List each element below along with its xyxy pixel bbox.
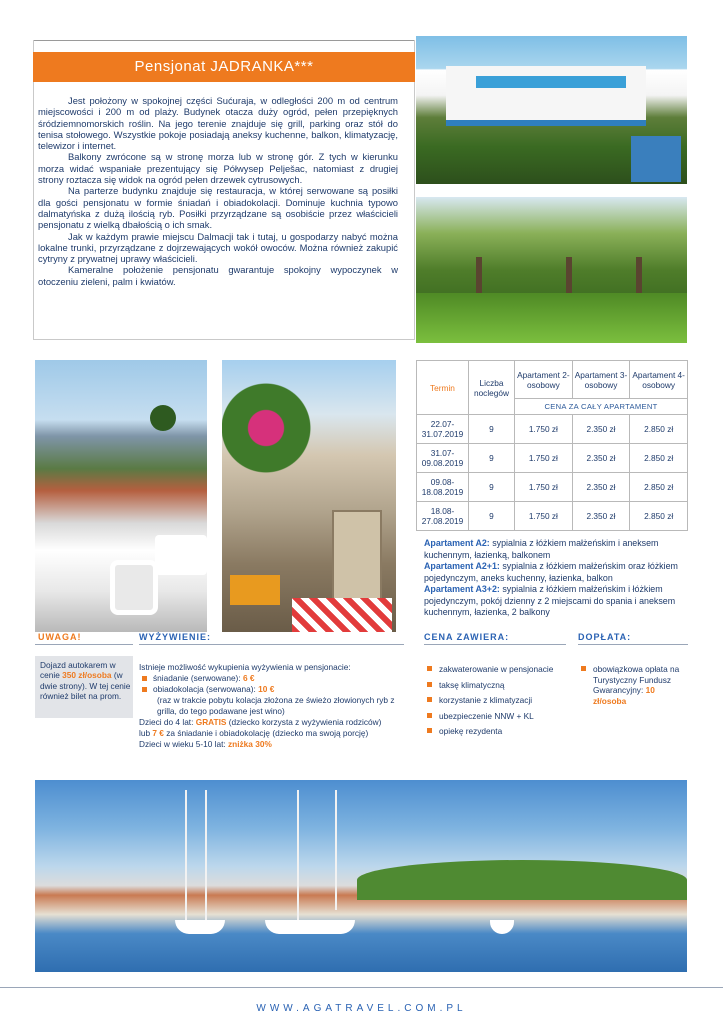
footer-url[interactable]: WWW.AGATRAVEL.COM.PL: [256, 1003, 467, 1014]
cena-zawiera-heading: CENA ZAWIERA:: [424, 632, 510, 642]
col-header-apt2: Apartament 2-osobowy: [515, 361, 573, 399]
cell-price: 1.750 zł: [515, 444, 573, 473]
kids-price: GRATIS: [195, 717, 227, 727]
price-note: CENA ZA CAŁY APARTAMENT: [515, 399, 688, 415]
intro-paragraph: Kameralne położenie pensjonatu gwarantuje spokojny wypoczynek w otoczeniu zieleni, palm i kwiatów.: [38, 264, 398, 287]
table-row: [417, 473, 688, 502]
wyzywienie-text: [139, 662, 404, 750]
photo-mast: [185, 790, 187, 930]
cell-nights: 9: [468, 444, 514, 473]
doplata-price: 10 zł/osoba: [593, 685, 655, 706]
photo-harbor: [35, 780, 687, 972]
col-header-apt3: Apartament 3-osobowy: [572, 361, 630, 399]
photo-balconies: [476, 76, 626, 88]
intro-paragraph: Jest położony w spokojnej części Sućuraja, w odległości 200 m od centrum miejscowości i 200 m od plaży. Budynek otacza duży ogród, pełen przepięknych śródziemnomorskich roślin. Na jego terenie znajduje się grill, parking oraz stół do tenisa stołowego. Wszystkie pokoje posiadają aneksy kuchenne, balkon, klimatyzację, telewizor i internet.: [38, 95, 398, 152]
cell-price: 2.850 zł: [630, 502, 688, 531]
apartment-name: Apartament A2+1:: [424, 561, 500, 571]
apartment-name: Apartament A2:: [424, 538, 490, 548]
apartment-desc: sypialnia z łóżkiem małżeńskim oraz łóżkiem pojedynczym, aneks kuchenny, łazienka, balkon: [424, 561, 678, 583]
meal-label: obiadokolacja (serwowana):: [153, 684, 256, 694]
col-header-term: Termin: [417, 361, 469, 415]
photo-mast: [297, 790, 299, 920]
photo-bougainvillea: [222, 380, 332, 500]
col-header-apt4: Apartament 4-osobowy: [630, 361, 688, 399]
list-item: [578, 664, 686, 706]
list-item: taksę klimatyczną: [424, 680, 570, 691]
cell-term: 09.08-18.08.2019: [417, 473, 469, 502]
kids-line: [139, 739, 404, 750]
section-rule: [139, 644, 404, 645]
cell-term: 31.07-09.08.2019: [417, 444, 469, 473]
section-rule: [578, 644, 688, 645]
photo-guesthouse: [416, 36, 687, 184]
apartment-item: [424, 584, 686, 619]
kids-label: Dzieci w wieku 5-10 lat:: [139, 739, 226, 749]
kids-note: (dziecko korzysta z wyżywienia rodziców): [228, 717, 382, 727]
list-item: korzystanie z klimatyzacji: [424, 695, 570, 706]
kids-label: lub: [139, 728, 151, 738]
cell-price: 2.350 zł: [572, 415, 630, 444]
meal-label: śniadanie (serwowane):: [153, 673, 241, 683]
cell-price: 2.850 zł: [630, 473, 688, 502]
table-row: [417, 444, 688, 473]
meal-note: (raz w trakcie pobytu kolacja złożona ze świeżo złowionych ryb z grilla, do tego podawane jest wino): [157, 695, 395, 716]
cell-price: 2.350 zł: [572, 473, 630, 502]
apartment-descriptions: [424, 538, 686, 619]
photo-hill: [357, 860, 687, 900]
apartment-item: [424, 538, 686, 561]
kids-line: [139, 717, 404, 728]
photo-boat: [175, 920, 225, 934]
photo-garden: [416, 197, 687, 343]
meal-price: 10 €: [258, 684, 275, 694]
price-table: [416, 360, 688, 531]
kids-price: 7 €: [152, 728, 164, 738]
photo-terrace: [35, 360, 207, 632]
apartment-desc: sypialnia z łóżkiem małżeńskim i aneksem kuchennym, łazienką, balkonem: [424, 538, 659, 560]
doplata-text: obowiązkowa opłata na Turystyczny Fundusz Gwarancyjny:: [593, 664, 680, 696]
cena-zawiera-list: [424, 664, 570, 742]
table-row: [417, 415, 688, 444]
cell-nights: 9: [468, 473, 514, 502]
cell-price: 1.750 zł: [515, 415, 573, 444]
meal-price: 6 €: [242, 673, 255, 683]
intro-paragraph: Jak w każdym prawie miejscu Dalmacji tak i tutaj, u gospodarzy nabyć można lokalne trunki, przyrządzane z dojrzewających wokół owoców. Można również zakupić cytryny z prywatnej uprawy właścicieli.: [38, 230, 398, 265]
list-item: zakwaterowanie w pensjonacie: [424, 664, 570, 675]
cell-price: 2.850 zł: [630, 415, 688, 444]
cell-price: 1.750 zł: [515, 473, 573, 502]
photo-garage-door: [631, 136, 681, 182]
uwaga-text: [40, 660, 132, 702]
photo-chair: [110, 560, 158, 615]
list-item: ubezpieczenie NNW + KL: [424, 711, 570, 722]
cell-price: 2.350 zł: [572, 444, 630, 473]
photo-courtyard: [222, 360, 396, 632]
apartment-item: [424, 561, 686, 584]
section-rule: [35, 644, 133, 645]
list-item: [139, 684, 404, 695]
uwaga-heading: UWAGA!: [38, 632, 82, 642]
table-row: [417, 502, 688, 531]
photo-tablecloth: [292, 598, 392, 632]
cell-price: 2.350 zł: [572, 502, 630, 531]
list-item: [139, 673, 404, 684]
intro-paragraph: Na parterze budynku znajduje się restauracja, w której serwowane są posiłki dla gości pensjonatu w formie śniadań i obiadokolacji. Dominuje kuchnia typowo dalmatyńska z dużą ilością ryb. Posiłki przyrządzane są osobiście przez właścicieli pensjonatu z wielką dbałością o ich smak.: [38, 185, 398, 231]
photo-boat: [265, 920, 355, 934]
wyzywienie-intro: Istnieje możliwość wykupienia wyżywienia w pensjonacie:: [139, 662, 351, 672]
uwaga-price: 350 zł/osoba: [62, 670, 112, 681]
photo-lawn: [416, 293, 687, 343]
table-header-row: [417, 361, 688, 399]
page-title: Pensjonat JADRANKA***: [33, 52, 415, 82]
photo-boat: [490, 920, 514, 934]
kids-label: Dzieci do 4 lat:: [139, 717, 194, 727]
photo-palm: [150, 405, 176, 431]
uwaga-line: (w dwie strony). W tej cenie również bilet na prom.: [40, 670, 131, 702]
list-item: opiekę rezydenta: [424, 726, 570, 737]
cell-nights: 9: [468, 415, 514, 444]
col-header-nights: Liczba noclegów: [468, 361, 514, 415]
photo-table: [155, 535, 207, 575]
cell-nights: 9: [468, 502, 514, 531]
apartment-desc: sypialnia z łóżkiem małżeńskim i łóżkiem pojedynczym, pokój dzienny z 2 miejscami do spania i aneksem kuchennym, łazienka, 2 balkony: [424, 584, 676, 617]
wyzywienie-heading: WYŻYWIENIE:: [139, 632, 211, 642]
kids-note: za śniadanie i obiadokolację (dziecko ma swoją porcję): [166, 728, 369, 738]
kids-discount: zniżka 30%: [228, 739, 272, 749]
footer-rule: [0, 987, 723, 988]
photo-mast: [335, 790, 337, 910]
cell-term: 18.08-27.08.2019: [417, 502, 469, 531]
photo-bench: [230, 575, 280, 605]
cell-term: 22.07-31.07.2019: [417, 415, 469, 444]
photo-building: [446, 66, 646, 126]
photo-mast: [205, 790, 207, 930]
kids-line: [139, 728, 404, 739]
doplata-heading: DOPŁATA:: [578, 632, 632, 642]
cell-price: 2.850 zł: [630, 444, 688, 473]
doplata-list: [578, 664, 686, 711]
intro-text: [38, 95, 398, 287]
section-rule: [424, 644, 566, 645]
intro-paragraph: Balkony zwrócone są w stronę morza lub w stronę gór. Z tych w kierunku morza widać wspaniałe prezentujący się Półwysep Pelješac, natomiast z drugiej strony roztacza się widok na ogród pełen drzewek cytrusowych.: [38, 151, 398, 186]
uwaga-line: Dojazd autokarem w cenie: [40, 660, 116, 681]
photo-grill: [332, 510, 382, 600]
cell-price: 1.750 zł: [515, 502, 573, 531]
apartment-name: Apartament A3+2:: [424, 584, 500, 594]
